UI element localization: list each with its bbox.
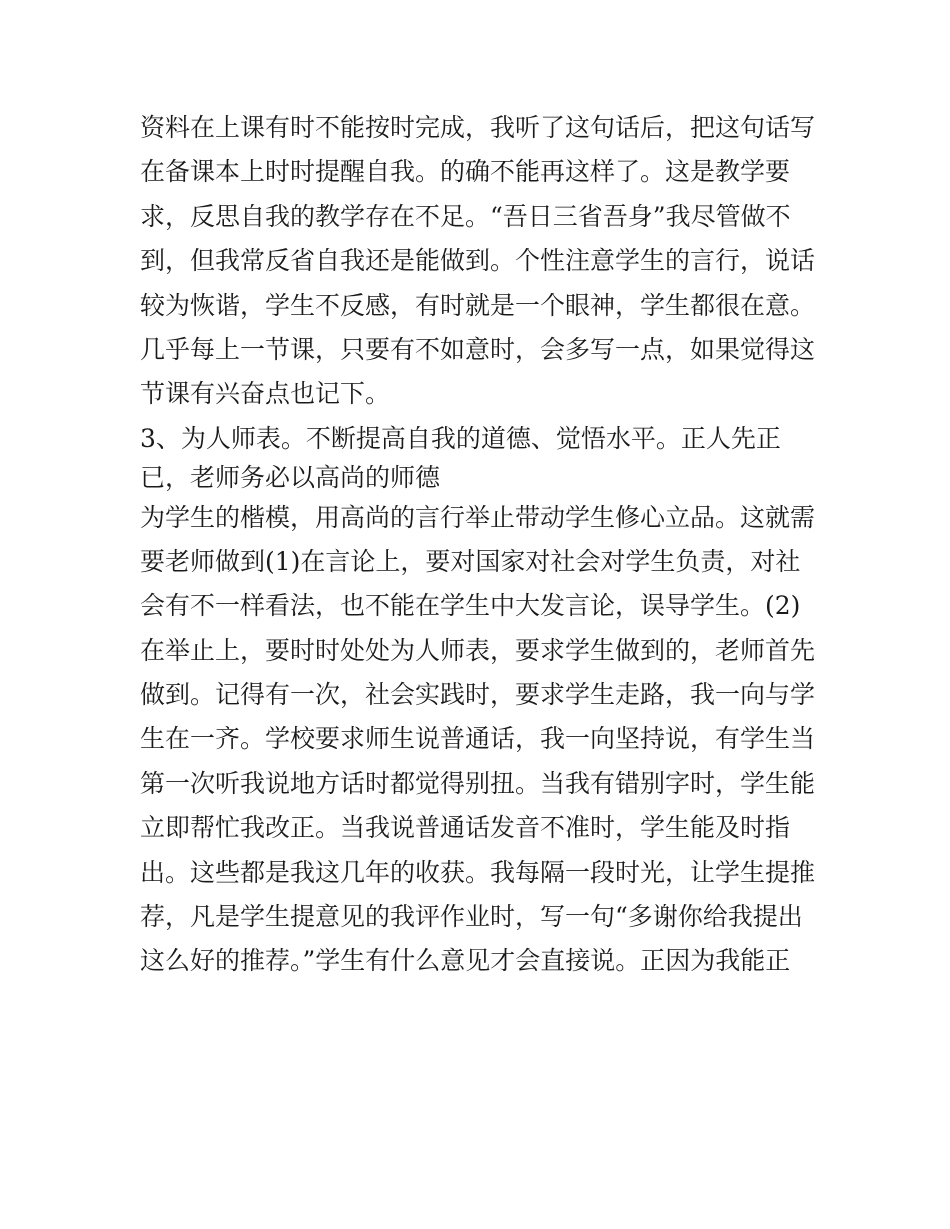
text-line: 要老师做到(1)在言论上，要对国家对社会对学生负责，对社 [140,546,801,576]
body-text [140,106,830,984]
text-line: 第一次听我说地方话时都觉得别扭。当我有错别字时，学生能 [140,768,816,798]
text-line: 到，但我常反省自我还是能做到。个性注意学生的言行，说话 [140,246,816,276]
text-line: 几乎每上一节课，只要有不如意时，会多写一点，如果觉得这 [140,334,816,364]
text-line: 资料在上课有时不能按时完成，我听了这句话后，把这句话写 [140,113,816,142]
text-line: 节课有兴奋点也记下。 [140,379,391,409]
text-line: 这么好的推荐。”学生有什么意见才会直接说。正因为我能正 [140,946,791,976]
text-line: 做到。记得有一次，社会实践时，要求学生走路，我一向与学 [140,680,816,710]
text-line: 在举止上，要时时处处为人师表，要求学生做到的，老师首先 [140,635,816,665]
text-line: 荐，凡是学生提意见的我评作业时，写一句“多谢你给我提出 [140,902,803,932]
section-heading: 3、为人师表。不断提高自我的道德、觉悟水平。正人先正 [140,423,781,453]
text-line: 出。这些都是我这几年的收获。我每隔一段时光，让学生提推 [140,857,816,887]
text-line: 已，老师务必以高尚的师德 [140,463,441,493]
text-line: 较为恢谐，学生不反感，有时就是一个眼神，学生都很在意。 [140,290,816,320]
text-line: 为学生的楷模，用高尚的言行举止带动学生修心立品。这就需 [140,502,816,532]
text-line: 生在一齐。学校要求师生说普通话，我一向坚持说，有学生当 [140,724,816,754]
text-line: 求，反思自我的教学存在不足。“吾日三省吾身”我尽管做不 [140,201,791,231]
text-line: 在备课本上时时提醒自我。的确不能再这样了。这是教学要 [140,157,791,187]
text-line: 立即帮忙我改正。当我说普通话发音不准时，学生能及时指 [140,813,791,843]
text-line: 会有不一样看法，也不能在学生中大发言论，误导学生。(2) [140,591,801,621]
